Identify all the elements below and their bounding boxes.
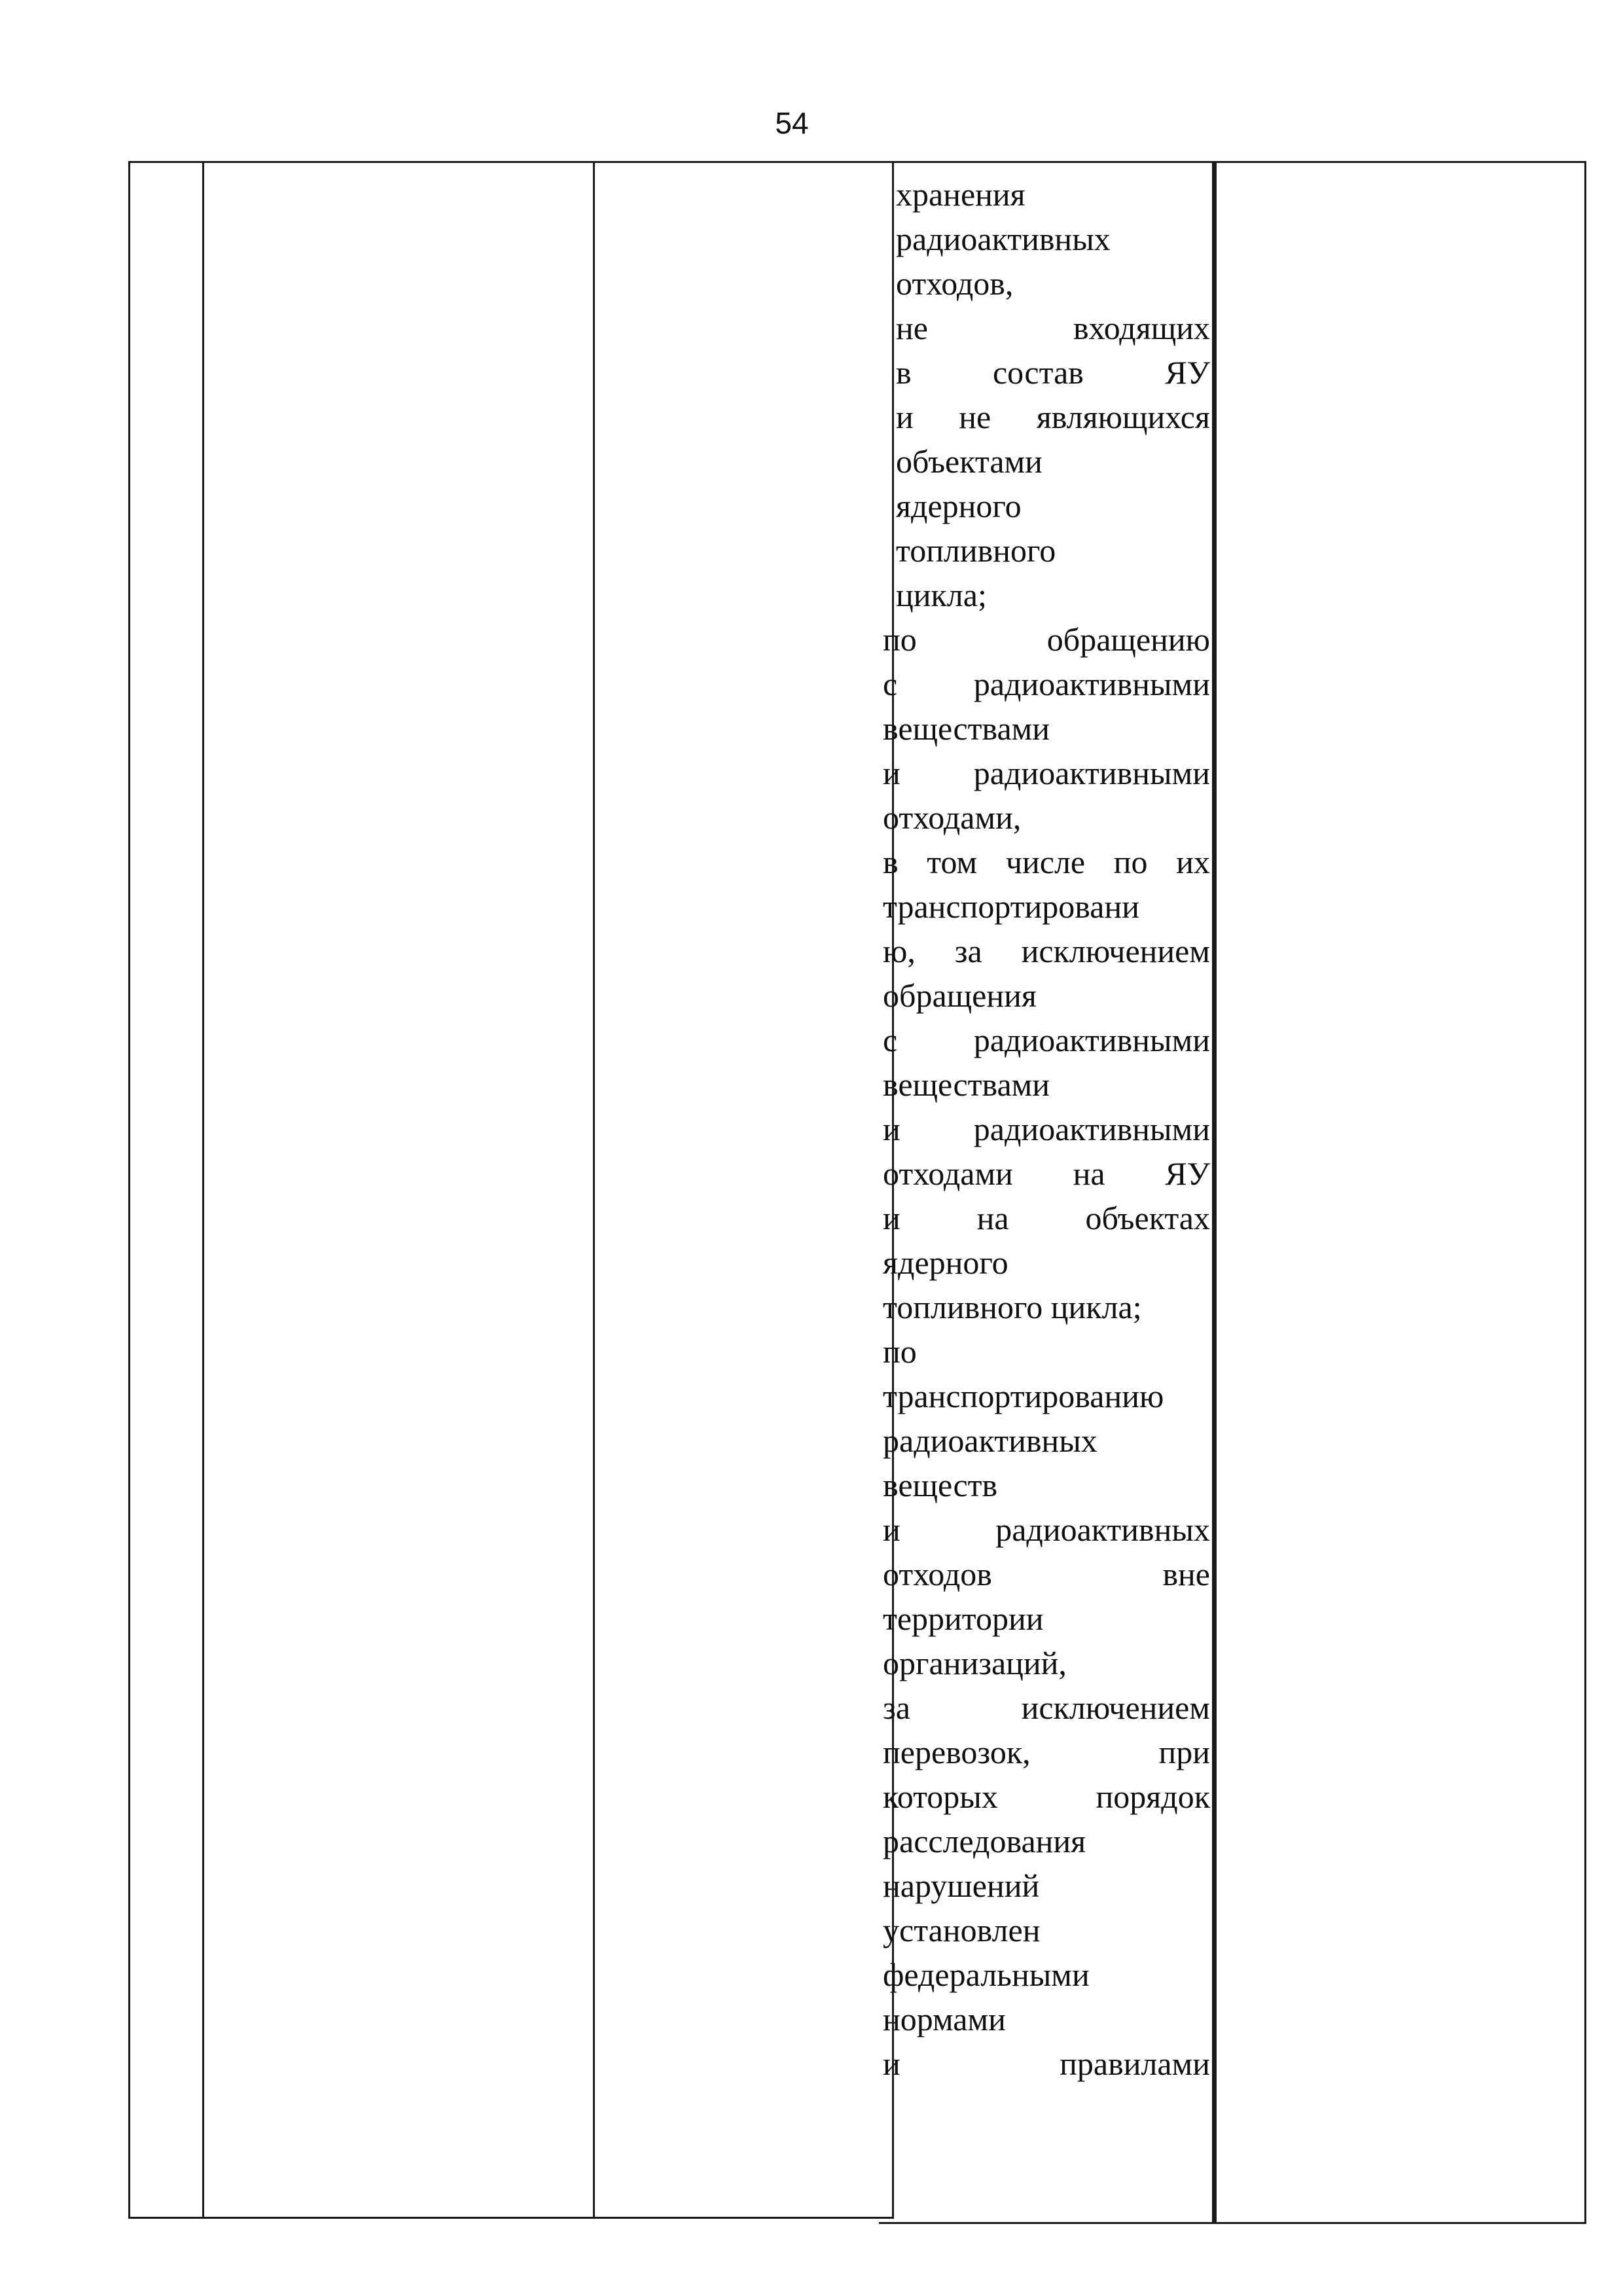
text-line: и радиоактивных [883, 1511, 1210, 1548]
table-cell-col1 [128, 161, 204, 2219]
text-line: веществ [883, 1467, 998, 1503]
text-line: нарушений [883, 1867, 1040, 1904]
page-number: 54 [775, 106, 809, 140]
text-line: и радиоактивными [883, 1111, 1210, 1147]
text-line: расследования [883, 1823, 1086, 1859]
text-line: перевозок, при [883, 1734, 1210, 1770]
text-line: объектами [896, 443, 1043, 480]
text-line: отходами на ЯУ [883, 1155, 1210, 1192]
text-line: веществами [883, 1066, 1050, 1103]
text-line: с радиоактивными [883, 1022, 1210, 1058]
text-line: по [883, 1333, 917, 1370]
col4-text [879, 172, 1213, 2086]
text-line: отходов вне [883, 1556, 1210, 1592]
text-line: в том числе по их [883, 844, 1210, 880]
text-line: по обращению [883, 621, 1210, 658]
text-line: ю, за исключением [883, 933, 1210, 969]
text-line: не входящих [896, 310, 1210, 346]
text-line: топливного цикла; [883, 1289, 1142, 1325]
text-line: обращения [883, 977, 1037, 1014]
text-line: за исключением [883, 1689, 1210, 1726]
text-line: радиоактивных [896, 221, 1111, 257]
text-line: нормами [883, 2001, 1006, 2037]
text-line: отходами, [883, 799, 1022, 836]
text-line: ядерного [896, 488, 1022, 524]
text-line: отходов, [896, 265, 1014, 302]
text-line: транспортированию [883, 1378, 1164, 1414]
text-line: радиоактивных [883, 1422, 1097, 1459]
table-cell-col5 [1212, 161, 1586, 2224]
text-line: территории [883, 1600, 1044, 1637]
text-line: ядерного [883, 1244, 1008, 1281]
text-line: федеральными [883, 1956, 1090, 1993]
document-table [128, 161, 1586, 2224]
text-line: и правилами [883, 2045, 1210, 2082]
text-line: транспортировани [883, 888, 1139, 925]
text-line: с радиоактивными [883, 666, 1210, 702]
text-line: установлен [883, 1912, 1041, 1948]
text-line: веществами [883, 710, 1050, 747]
text-line: цикла; [896, 577, 987, 613]
table-cell-col4 [879, 161, 1217, 2224]
text-line: хранения [896, 176, 1026, 213]
text-line: и на объектах [883, 1200, 1210, 1236]
text-line: организаций, [883, 1645, 1067, 1681]
text-line: и радиоактивными [883, 755, 1210, 791]
text-line: которых порядок [883, 1778, 1210, 1815]
text-line: и не являющихся [896, 399, 1210, 435]
table-cell-col3 [593, 161, 894, 2219]
text-line: топливного [896, 532, 1056, 569]
table-cell-col2 [202, 161, 595, 2219]
text-line: в состав ЯУ [896, 354, 1210, 391]
